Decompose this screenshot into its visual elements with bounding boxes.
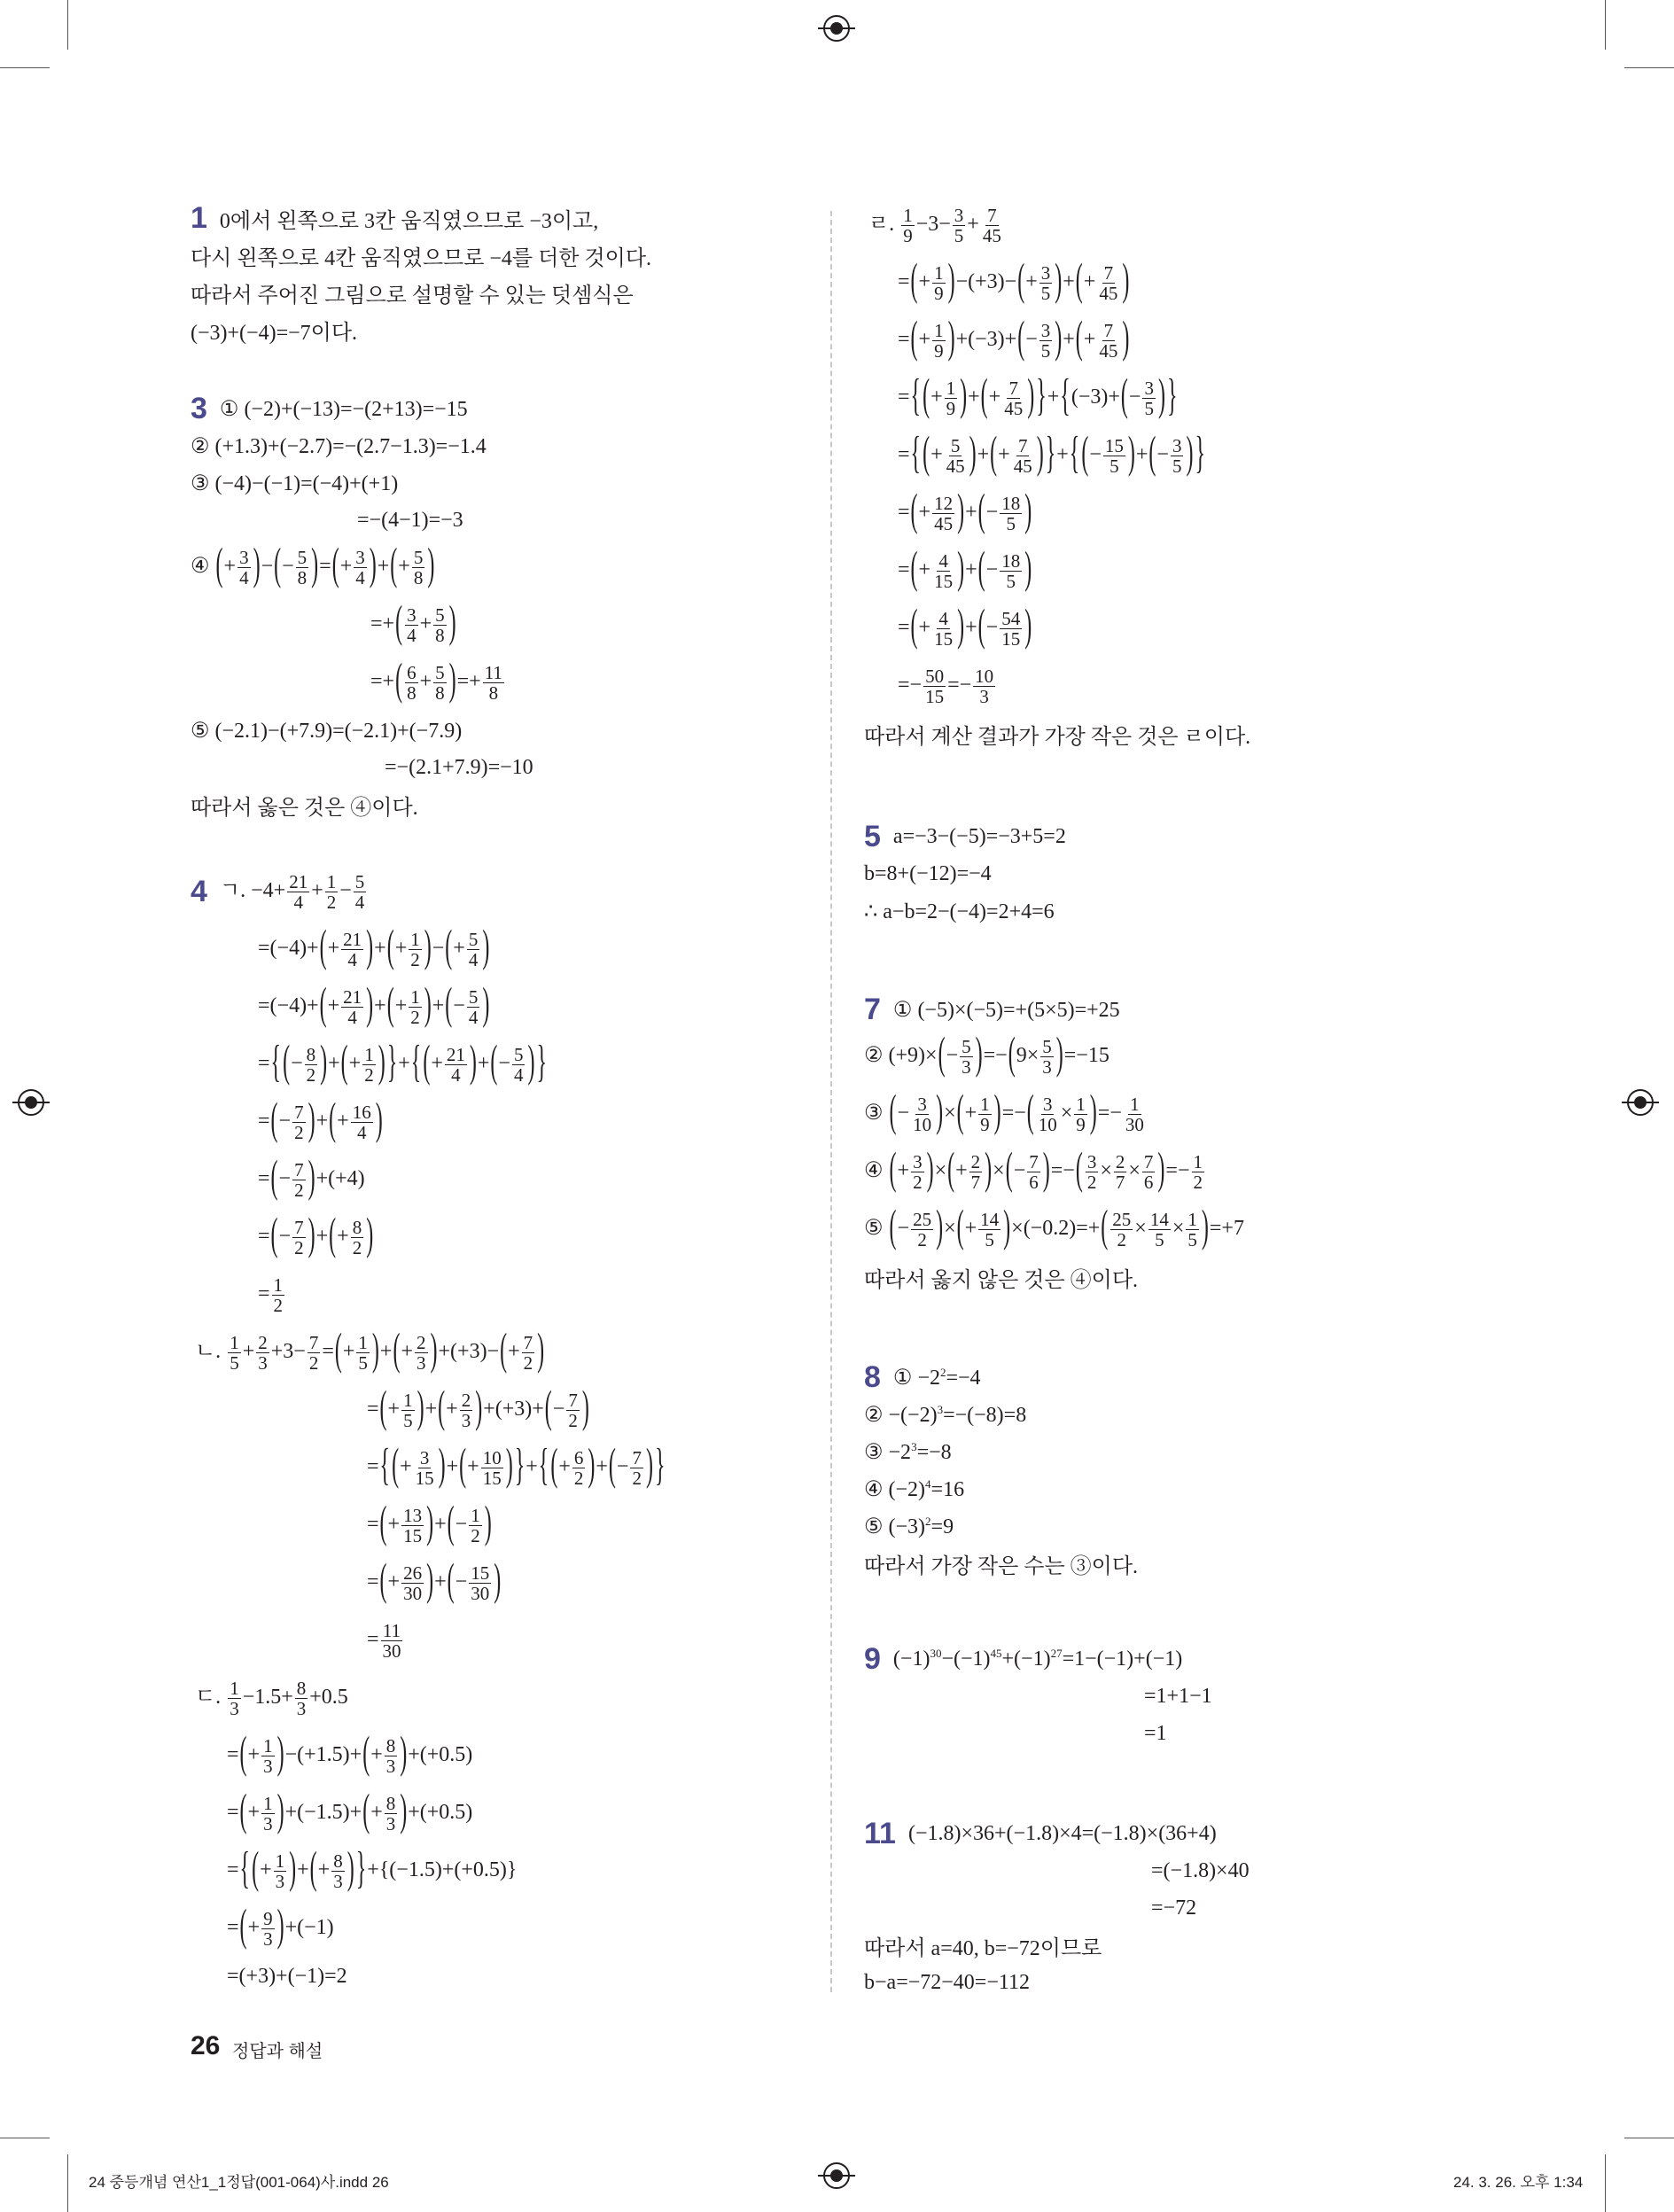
conclusion: 따라서 가장 작은 수는 ③이다. [864, 1554, 1139, 1578]
text: 따라서 주어진 그림으로 설명할 수 있는 덧셈식은 [191, 284, 634, 308]
fraction: $\frac{7}{2}$ [294, 1158, 304, 1201]
problem-number: 11 [864, 1816, 896, 1850]
conclusion: 따라서 옳은 것은 ④이다. [191, 796, 418, 820]
math-line: =(+ $\frac{4}{15}$ )+(− $\frac{54}{15}$ ) [898, 603, 1032, 651]
fraction: $\frac{21}{4}$ [289, 870, 308, 913]
fraction: $\frac{5}{4}$ [513, 1043, 524, 1086]
fraction: $\frac{7}{2}$ [294, 1101, 304, 1143]
fraction: $\frac{18}{5}$ [1001, 492, 1021, 534]
slug-date: 24. 3. 26. 오후 1:34 [1453, 2174, 1584, 2191]
fraction: $\frac{1}{9}$ [934, 261, 944, 304]
fraction: $\frac{5}{3}$ [962, 1035, 971, 1078]
registration-mark-icon [1627, 1089, 1654, 1116]
math-line: =+( $\frac{6}{8}$ + $\frac{5}{8}$ )=+ $\frac{11}{8}$ [370, 657, 502, 705]
problem-number: 5 [864, 819, 881, 853]
fraction: $\frac{1}{2}$ [1193, 1150, 1203, 1193]
math-line: ④ (+ $\frac{3}{2}$ )×(+ $\frac{2}{7}$ )×(− $\frac{7}{6}$ )=−( $\frac{3}{2}$ × $\frac{2}{7}$ × $\frac{7}{6}$ )=− $\frac{1}{2}$ [864, 1146, 1203, 1195]
fraction: $\frac{1}{2}$ [471, 1504, 480, 1546]
fraction: $\frac{4}{15}$ [934, 607, 954, 650]
fraction: $\frac{15}{30}$ [471, 1562, 490, 1604]
fraction: $\frac{1}{3}$ [263, 1792, 273, 1834]
fraction: $\frac{3}{2}$ [1086, 1150, 1097, 1193]
math-line: b−a=−72−40=−112 [864, 1970, 1030, 1994]
math-line: b=8+(−12)=−4 [864, 861, 992, 885]
fraction: $\frac{3}{5}$ [1040, 261, 1051, 304]
fraction: $\frac{5}{4}$ [354, 870, 365, 913]
problem-number: 8 [864, 1359, 881, 1394]
conclusion: 따라서 계산 결과가 가장 작은 것은 ㄹ이다. [864, 725, 1251, 749]
fraction: $\frac{1}{2}$ [364, 1043, 374, 1086]
fraction: $\frac{3}{15}$ [415, 1446, 434, 1489]
math-line: =− $\frac{50}{15}$ =− $\frac{10}{3}$ [898, 665, 994, 707]
math-line: ㄱ. −4+ $\frac{21}{4}$ + $\frac{1}{2}$ − $\frac{5}{4}$ [219, 870, 365, 913]
fraction: $\frac{3}{5}$ [1172, 434, 1182, 477]
fraction: $\frac{1}{2}$ [273, 1273, 284, 1316]
math-line: =−72 [1151, 1896, 1197, 1920]
line [191, 199, 811, 237]
fraction: $\frac{7}{45}$ [1004, 377, 1024, 419]
problem-4 [191, 863, 811, 1995]
math-line: ={(+ $\frac{3}{15}$ )+(+ $\frac{10}{15}$ )}+{(+ $\frac{6}{2}$ )+(− $\frac{7}{2}$ )} [367, 1442, 666, 1491]
fraction: $\frac{8}{2}$ [306, 1043, 316, 1086]
fraction: $\frac{5}{8}$ [435, 661, 445, 704]
math-line: =(− $\frac{7}{2}$ )+(+4) [258, 1154, 365, 1203]
math-line: a=−3−(−5)=−3+5=2 [892, 824, 1066, 848]
fraction: $\frac{7}{2}$ [568, 1389, 578, 1431]
math-line: ㄹ. $\frac{1}{9}$ −3− $\frac{3}{5}$ + $\frac{7}{45}$ [868, 204, 1001, 246]
fraction: $\frac{2}{3}$ [258, 1331, 268, 1374]
math-line: =(+ $\frac{12}{45}$ )+(− $\frac{18}{5}$ ) [898, 487, 1032, 536]
fraction: $\frac{8}{3}$ [385, 1792, 396, 1834]
fraction: $\frac{7}{45}$ [1013, 434, 1032, 477]
fraction: $\frac{1}{5}$ [1187, 1208, 1197, 1250]
fraction: $\frac{21}{4}$ [343, 928, 362, 970]
fraction: $\frac{7}{45}$ [1099, 319, 1118, 362]
math-line: ③ $-2^3=-8$ [864, 1439, 952, 1464]
conclusion: 따라서 옳지 않은 것은 ④이다. [864, 1268, 1139, 1292]
fraction: $\frac{5}{4}$ [468, 928, 479, 970]
text: 다시 왼쪽으로 4칸 움직였으므로 −4를 더한 것이다. [191, 246, 652, 270]
math-line: =(+ $\frac{13}{15}$ )+(− $\frac{1}{2}$ ) [367, 1499, 492, 1548]
fraction: $\frac{14}{5}$ [980, 1208, 1000, 1250]
math-line: ② (+9)×(− $\frac{5}{3}$ )=−(9× $\frac{5}{3}$ )=−15 [864, 1031, 1110, 1079]
fraction: $\frac{5}{8}$ [413, 546, 424, 588]
crop-mark [1624, 67, 1674, 68]
fraction: $\frac{11}{8}$ [484, 661, 502, 704]
fraction: $\frac{2}{7}$ [1115, 1150, 1125, 1193]
fraction: $\frac{25}{2}$ [1112, 1208, 1132, 1250]
problem-1 [191, 199, 811, 348]
fraction: $\frac{5}{8}$ [297, 546, 308, 588]
math-line: ⑤ (− $\frac{25}{2}$ )×(+ $\frac{14}{5}$ )×(−0.2)=+( $\frac{25}{2}$ × $\frac{14}{5}$ × $\frac{1}{5}$ )=+7 [864, 1203, 1244, 1252]
crop-mark [0, 67, 50, 68]
fraction: $\frac{9}{3}$ [263, 1907, 273, 1950]
fraction: $\frac{8}{2}$ [352, 1216, 362, 1258]
fraction: $\frac{1}{30}$ [1125, 1093, 1144, 1135]
fraction: $\frac{7}{2}$ [308, 1331, 319, 1374]
math-line: =(−4)+(+ $\frac{21}{4}$ )+(+ $\frac{1}{2}$ )+(− $\frac{5}{4}$ ) [258, 981, 490, 1030]
problem-number: 1 [191, 200, 207, 235]
math-line: =(−4)+(+ $\frac{21}{4}$ )+(+ $\frac{1}{2}$ )−(+ $\frac{5}{4}$ ) [258, 923, 490, 972]
crop-mark [1605, 0, 1606, 50]
fraction: $\frac{5}{45}$ [946, 434, 965, 477]
math-line: =1 [1144, 1721, 1167, 1745]
fraction: $\frac{7}{6}$ [1029, 1150, 1039, 1193]
crop-mark [67, 2154, 68, 2212]
fraction: $\frac{12}{45}$ [934, 492, 954, 534]
math-line: = $\frac{1}{2}$ [258, 1273, 284, 1316]
math-line: =(− $\frac{7}{2}$ )+(+ $\frac{8}{2}$ ) [258, 1211, 374, 1260]
column-divider [830, 211, 832, 1992]
fraction: $\frac{3}{2}$ [913, 1150, 923, 1193]
fraction: $\frac{1}{9}$ [1076, 1093, 1086, 1135]
fraction: $\frac{1}{2}$ [410, 985, 420, 1028]
fraction: $\frac{1}{5}$ [403, 1389, 413, 1431]
math-line: =−(2.1+7.9)=−10 [385, 755, 533, 779]
crop-mark [67, 0, 68, 50]
fraction: $\frac{8}{3}$ [333, 1850, 343, 1892]
fraction: $\frac{15}{5}$ [1104, 434, 1124, 477]
math-line: ① (−5)×(−5)=+(5×5)=+25 [892, 998, 1120, 1022]
problem-number: 4 [191, 875, 207, 908]
fraction: $\frac{1}{2}$ [410, 928, 420, 970]
fraction: $\frac{13}{15}$ [403, 1504, 423, 1546]
fraction: $\frac{1}{9}$ [903, 204, 913, 246]
problem-11 [864, 1815, 1484, 2001]
fraction: $\frac{1}{9}$ [946, 377, 956, 419]
math-line: ㄴ. $\frac{1}{5}$ + $\frac{2}{3}$ +3− $\frac{7}{2}$ =(+ $\frac{1}{5}$ )+(+ $\frac{2}{3}$ )+(+3)−(+ $\frac{7}{2}$ ) [195, 1327, 545, 1375]
fraction: $\frac{3}{4}$ [355, 546, 365, 588]
registration-mark-icon [823, 15, 850, 42]
math-line: =(+ $\frac{4}{15}$ )+(− $\frac{18}{5}$ ) [898, 545, 1032, 594]
fraction: $\frac{1}{5}$ [230, 1331, 239, 1374]
fraction: $\frac{5}{4}$ [468, 985, 479, 1028]
problem-number: 7 [864, 992, 881, 1026]
fraction: $\frac{3}{5}$ [954, 204, 964, 246]
registration-mark-icon [18, 1089, 44, 1116]
math-line: =(+ $\frac{1}{5}$ )+(+ $\frac{2}{3}$ )+(+3)+(− $\frac{7}{2}$ ) [367, 1384, 589, 1433]
fraction: $\frac{3}{10}$ [913, 1093, 932, 1135]
fraction: $\frac{7}{45}$ [1099, 261, 1118, 304]
math-line: = $\frac{11}{30}$ [367, 1619, 401, 1662]
math-line: 따라서 a=40, b=−72이므로 [864, 1936, 1102, 1960]
fraction: $\frac{7}{2}$ [523, 1331, 533, 1374]
math-line: =(+ $\frac{26}{30}$ )+(− $\frac{15}{30}$ ) [367, 1557, 502, 1606]
fraction: $\frac{25}{2}$ [913, 1208, 932, 1250]
math-line: ① (−2)+(−13)=−(2+13)=−15 [219, 397, 468, 421]
fraction: $\frac{1}{3}$ [263, 1734, 273, 1777]
math-line: ① $-2^2=-4$ [892, 1365, 981, 1390]
fraction: $\frac{1}{9}$ [980, 1093, 990, 1135]
fraction: $\frac{54}{15}$ [1001, 607, 1021, 650]
fraction: $\frac{21}{4}$ [446, 1043, 465, 1086]
fraction: $\frac{3}{4}$ [239, 546, 249, 588]
problem-7 [864, 991, 1484, 1296]
fraction: $\frac{1}{3}$ [230, 1677, 239, 1719]
text: 0에서 왼쪽으로 3칸 움직였으므로 −3이고, [219, 209, 599, 233]
math-line: ② $-(-2)^3=-(-8)=8$ [864, 1402, 1027, 1427]
fraction: $\frac{10}{15}$ [482, 1446, 502, 1489]
fraction: $\frac{5}{3}$ [1042, 1035, 1052, 1078]
fraction: $\frac{21}{4}$ [343, 985, 362, 1028]
fraction: $\frac{7}{45}$ [982, 204, 1001, 246]
fraction: $\frac{7}{6}$ [1143, 1150, 1154, 1193]
math-line: =(+3)+(−1)=2 [227, 1964, 347, 1988]
fraction: $\frac{1}{2}$ [326, 870, 337, 913]
math-line: ={(+ $\frac{5}{45}$ )+(+ $\frac{7}{45}$ )}+{(− $\frac{15}{5}$ )+(− $\frac{3}{5}$ )} [898, 430, 1205, 479]
math-line: ∴ a−b=2−(−4)=2+4=6 [864, 900, 1055, 923]
fraction: $\frac{1}{3}$ [275, 1850, 285, 1892]
problem-5 [864, 818, 1484, 930]
fraction: $\frac{7}{2}$ [294, 1216, 304, 1258]
math-line: ③ (−4)−(−1)=(−4)+(+1) [191, 471, 399, 495]
math-line: ② (+1.3)+(−2.7)=−(2.7−1.3)=−1.4 [191, 434, 487, 458]
fraction: $\frac{1}{5}$ [358, 1331, 368, 1374]
math-line: =(− $\frac{7}{2}$ )+(+ $\frac{16}{4}$ ) [258, 1096, 383, 1145]
math-line: ={(+ $\frac{1}{3}$ )+(+ $\frac{8}{3}$ )}+{(−1.5)+(+0.5)} [227, 1845, 518, 1894]
problem-4-continued [864, 197, 1484, 752]
problem-9 [864, 1640, 1484, 1752]
fraction: $\frac{2}{7}$ [970, 1150, 981, 1193]
section-title: 정답과 해설 [232, 2042, 323, 2061]
math-line: =(+ $\frac{1}{9}$ )−(+3)−(+ $\frac{3}{5}$ )+(+ $\frac{7}{45}$ ) [898, 257, 1130, 306]
fraction: $\frac{10}{3}$ [975, 665, 994, 707]
math-line: =(−1.8)×40 [1151, 1858, 1250, 1882]
fraction: $\frac{8}{3}$ [385, 1734, 396, 1777]
math-line: (−1.8)×36+(−1.8)×4=(−1.8)×(36+4) [907, 1821, 1217, 1845]
page-number: 26 [191, 2031, 221, 2060]
fraction: $\frac{3}{5}$ [1040, 319, 1051, 362]
math-line: ={(− $\frac{8}{2}$ )+(+ $\frac{1}{2}$ )}+{(+ $\frac{21}{4}$ )+(− $\frac{5}{4}$ )} [258, 1039, 547, 1087]
math-line: ⑤ (−2.1)−(+7.9)=(−2.1)+(−7.9) [191, 719, 463, 743]
math-line: ④ (+ $\frac{3}{4}$ )−(− $\frac{5}{8}$ )=(+ $\frac{3}{4}$ )+(+ $\frac{5}{8}$ ) [191, 541, 435, 590]
fraction: $\frac{1}{9}$ [934, 319, 944, 362]
fraction: $\frac{11}{30}$ [382, 1619, 401, 1662]
fraction: $\frac{2}{3}$ [417, 1331, 426, 1374]
fraction: $\frac{26}{30}$ [403, 1562, 423, 1604]
math-line: ③ (− $\frac{3}{10}$ )×(+ $\frac{1}{9}$ )=−( $\frac{3}{10}$ × $\frac{1}{9}$ )=− $\frac{1}{30}$ [864, 1088, 1144, 1137]
fraction: $\frac{2}{3}$ [461, 1389, 471, 1431]
problem-3 [191, 390, 811, 823]
crop-mark [1605, 2154, 1606, 2212]
fraction: $\frac{50}{15}$ [925, 665, 945, 707]
fraction: $\frac{3}{10}$ [1038, 1093, 1057, 1135]
math-line: =(+ $\frac{1}{9}$ )+(−3)+(− $\frac{3}{5}$ )+(+ $\frac{7}{45}$ ) [898, 315, 1130, 363]
problem-8 [864, 1359, 1484, 1582]
math-line: =(+ $\frac{1}{3}$ )−(+1.5)+(+ $\frac{8}{3}$ )+(+0.5) [227, 1730, 473, 1779]
slug-file: 24 중등개념 연산1_1정답(001-064)사.indd 26 [89, 2174, 389, 2191]
fraction: $\frac{4}{15}$ [934, 549, 954, 592]
math-line: ④ $(-2)^4=16$ [864, 1476, 965, 1501]
fraction: $\frac{8}{3}$ [296, 1677, 307, 1719]
text: (−3)+(−4)=−7이다. [191, 321, 358, 345]
fraction: $\frac{16}{4}$ [352, 1101, 371, 1143]
math-line: $(-1)^{30}-(-1)^{45}+(-1)^{27}=1-(-1)+(-1)$ [892, 1647, 1183, 1671]
fraction: $\frac{6}{8}$ [407, 661, 417, 704]
fraction: $\frac{6}{2}$ [573, 1446, 584, 1489]
math-line: =+( $\frac{3}{4}$ + $\frac{5}{8}$ ) [370, 599, 456, 648]
math-line: ⑤ $(-3)^2=9$ [864, 1514, 954, 1538]
fraction: $\frac{5}{8}$ [435, 604, 445, 646]
math-line: =(+ $\frac{1}{3}$ )+(−1.5)+(+ $\frac{8}{3}$ )+(+0.5) [227, 1788, 473, 1836]
fraction: $\frac{3}{4}$ [407, 604, 417, 646]
registration-mark-icon [823, 2162, 850, 2189]
fraction: $\frac{3}{5}$ [1144, 377, 1154, 419]
problem-number: 9 [864, 1641, 881, 1676]
math-line: =1+1−1 [1144, 1684, 1212, 1708]
math-line: ={(+ $\frac{1}{9}$ )+(+ $\frac{7}{45}$ )}+{(−3)+(− $\frac{3}{5}$ )} [898, 372, 1178, 421]
math-line: =(+ $\frac{9}{3}$ )+(−1) [227, 1903, 334, 1951]
fraction: $\frac{7}{2}$ [632, 1446, 642, 1489]
math-line: ㄷ. $\frac{1}{3}$ −1.5+ $\frac{8}{3}$ +0.5 [195, 1677, 348, 1719]
math-line: =−(4−1)=−3 [357, 508, 463, 532]
fraction: $\frac{14}{5}$ [1149, 1208, 1169, 1250]
fraction: $\frac{18}{5}$ [1001, 549, 1021, 592]
problem-number: 3 [191, 391, 207, 425]
